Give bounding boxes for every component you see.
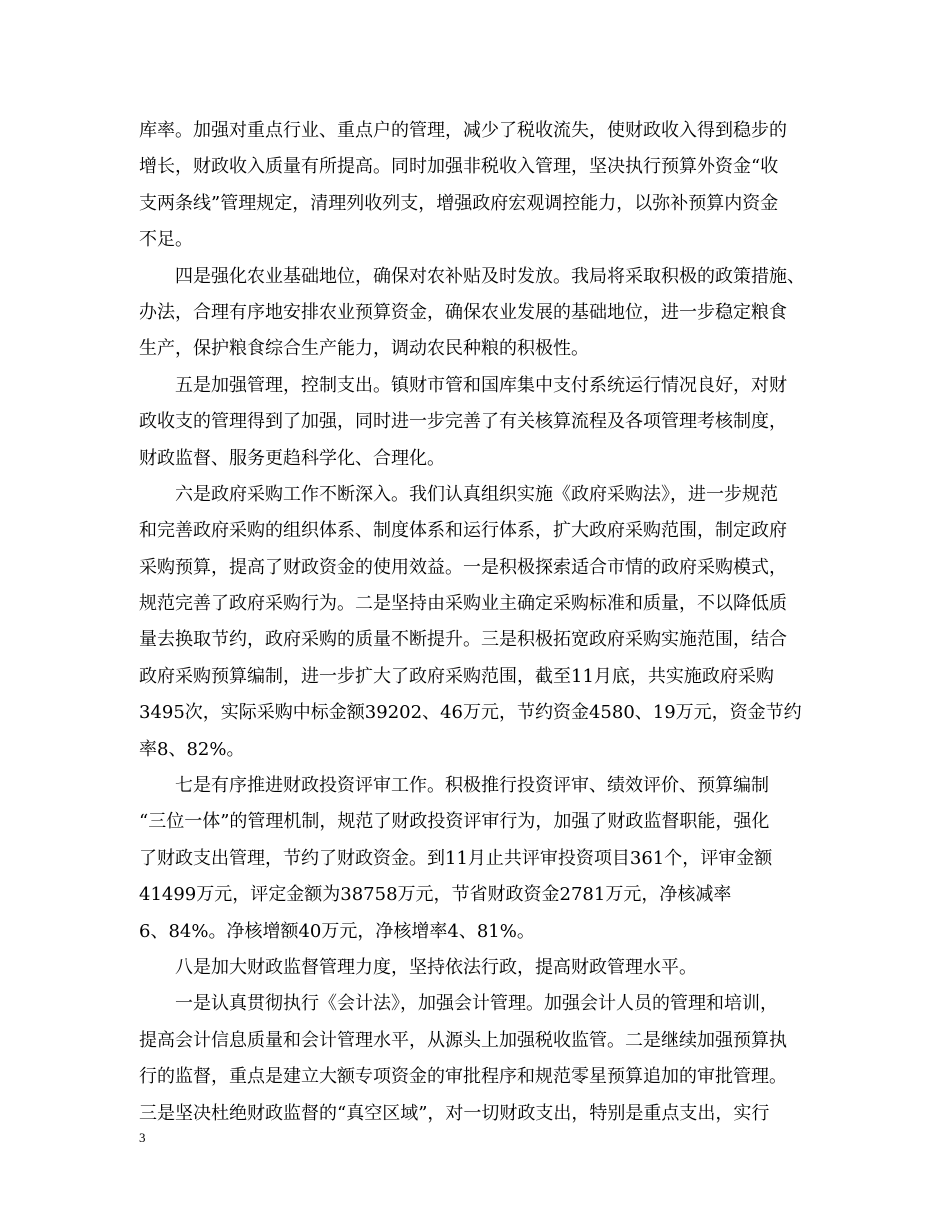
text-line: “三位一体”的管理机制，规范了财政投资评审行为，加强了财政监督职能，强化	[139, 811, 770, 833]
text-line: 规范完善了政府采购行为。二是坚持由采购业主确定采购标准和质量，不以降低质	[139, 593, 787, 615]
text-line: 6、84%。净核增额40万元，净核增率4、81%。	[139, 920, 535, 942]
paragraph	[139, 368, 829, 477]
text-line: 办法，合理有序地安排农业预算资金，确保农业发展的基础地位，进一步稳定粮食	[139, 301, 787, 323]
text-line: 了财政支出管理，节约了财政资金。到11月止共评审投资项目361个，评审金额	[139, 847, 773, 869]
text-line: 三是坚决杜绝财政监督的“真空区域”，对一切财政支出，特别是重点支出，实行	[139, 1102, 770, 1124]
paragraph	[139, 986, 829, 1132]
text-line: 41499万元，评定金额为38758万元，节省财政资金2781万元，净核减率	[139, 884, 732, 906]
text-line: 采购预算，提高了财政资金的使用效益。一是积极探索适合市情的政府采购模式，	[139, 556, 787, 578]
text-line: 和完善政府采购的组织体系、制度体系和运行体系，扩大政府采购范围，制定政府	[139, 520, 787, 542]
text-line: 库率。加强对重点行业、重点户的管理，减少了税收流失，使财政收入得到稳步的	[139, 120, 787, 141]
text-line: 行的监督，重点是建立大额专项资金的审批程序和规范零星预算追加的审批管理。	[139, 1066, 787, 1088]
paragraph	[139, 113, 829, 259]
text-line: 财政监督、服务更趋科学化、合理化。	[139, 447, 445, 469]
text-line: 一是认真贯彻执行《会计法》，加强会计管理。加强会计人员的管理和培训，	[175, 993, 778, 1015]
text-line: 支两条线”管理规定，清理列收列支，增强政府宏观调控能力，以弥补预算内资金	[139, 192, 779, 214]
page-number: 3	[139, 1130, 146, 1145]
text-line: 增长，财政收入质量有所提高。同时加强非税收入管理，坚决执行预算外资金“收	[139, 156, 779, 178]
text-line: 政府采购预算编制，进一步扩大了政府采购范围，截至11月底，共实施政府采购	[139, 665, 774, 687]
text-line: 七是有序推进财政投资评审工作。积极推行投资评审、绩效评价、预算编制	[175, 775, 769, 797]
document-body	[139, 113, 829, 1132]
text-line: 生产，保护粮食综合生产能力，调动农民种粮的积极性。	[139, 338, 589, 360]
text-line: 四是强化农业基础地位，确保对农补贴及时发放。我局将采取积极的政策措施、	[175, 265, 805, 287]
paragraph	[139, 950, 829, 986]
text-line: 率8、82%。	[139, 738, 245, 760]
text-line: 六是政府采购工作不断深入。我们认真组织实施《政府采购法》，进一步规范	[175, 483, 778, 505]
paragraph	[139, 477, 829, 768]
paragraph	[139, 259, 829, 368]
text-line: 政收支的管理得到了加强，同时进一步完善了有关核算流程及各项管理考核制度，	[139, 411, 787, 433]
text-line: 3495次，实际采购中标金额39202、46万元，节约资金4580、19万元，资金节约	[139, 702, 802, 724]
text-line: 不足。	[139, 229, 193, 251]
text-line: 八是加大财政监督管理力度，坚持依法行政，提高财政管理水平。	[175, 956, 697, 978]
text-line: 提高会计信息质量和会计管理水平，从源头上加强税收监管。二是继续加强预算执	[139, 1029, 787, 1051]
paragraph	[139, 768, 829, 950]
text-line: 量去换取节约，政府采购的质量不断提升。三是积极拓宽政府采购实施范围，结合	[139, 629, 787, 651]
text-line: 五是加强管理，控制支出。镇财市管和国库集中支付系统运行情况良好，对财	[175, 374, 787, 396]
